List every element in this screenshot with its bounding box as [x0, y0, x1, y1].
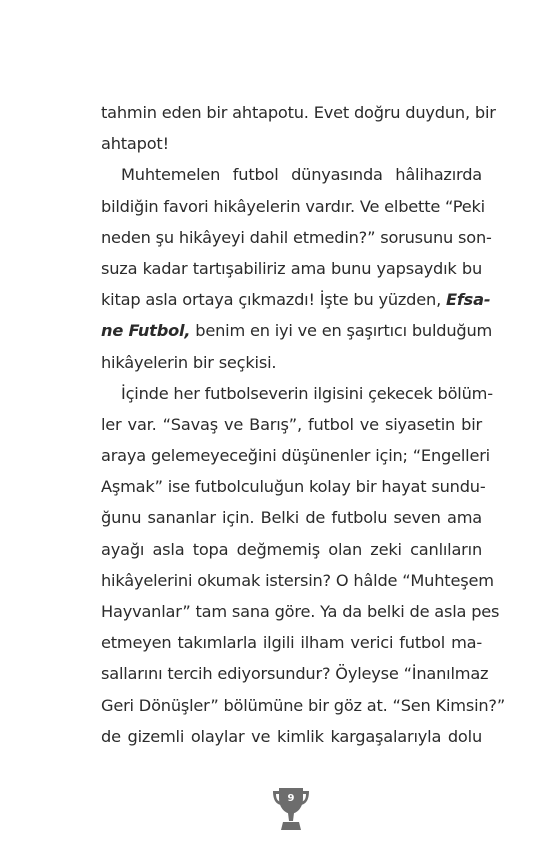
text-line: ahtapot! [101, 134, 169, 154]
paragraph-start-line: İçinde her futbolseverin ilgisini çekecek bölüm- [121, 383, 493, 403]
text-line: ğunu sananlar için. Belki de futbolu seven ama [101, 508, 482, 528]
text-line: hikâyelerini okumak istersin? O hâlde “Muhteşem [101, 570, 494, 590]
text-line: Aşmak” ise futbolculuğun kolay bir hayat sundu- [101, 477, 486, 497]
text-line: ler var. “Savaş ve Barış”, futbol ve siyasetin bir [101, 414, 482, 434]
text-line: sallarını tercih ediyorsundur? Öyleyse “İnanılmaz [101, 664, 489, 684]
text-line: etmeyen takımlarla ilgili ilham verici futbol ma- [101, 633, 482, 653]
text-line: suza kadar tartışabiliriz ama bunu yapsaydık bu [101, 258, 482, 278]
text-line: neden şu hikâyeyi dahil etmedin?” sorusunu son- [101, 227, 492, 247]
text-line: hikâyelerin bir seçkisi. [101, 352, 277, 372]
book-title-part: ne Futbol, [101, 321, 191, 341]
text-line: Hayvanlar” tam sana göre. Ya da belki de asla pes [101, 602, 500, 621]
text-line: tahmin eden bir ahtapotu. Evet doğru duydun, bir [101, 103, 496, 122]
text-line: de gizemli olaylar ve kimlik kargaşalarıyla dolu [101, 726, 482, 746]
page-number: 9 [287, 793, 295, 804]
body-text [101, 97, 506, 752]
paragraph-start-line: Muhtemelen futbol dünyasında hâlihazırda [121, 165, 482, 185]
text-segment: benim en iyi ve en şaşırtıcı bulduğum [195, 321, 493, 341]
text-line [101, 284, 491, 315]
text-line: araya gelemeyeceğini düşünenler için; “Engelleri [101, 446, 490, 466]
text-line: bildiğin favori hikâyelerin vardır. Ve elbette “Peki [101, 196, 485, 216]
text-line [101, 315, 493, 346]
text-line: Geri Dönüşler” bölümüne bir göz at. “Sen Kimsin?” [101, 695, 506, 715]
text-segment: kitap asla ortaya çıkmazdı! İşte bu yüzden, [101, 290, 442, 310]
book-title-part: Efsa- [445, 290, 491, 310]
page-footer [270, 786, 312, 832]
text-line: ayağı asla topa değmemiş olan zeki canlıların [101, 539, 482, 559]
